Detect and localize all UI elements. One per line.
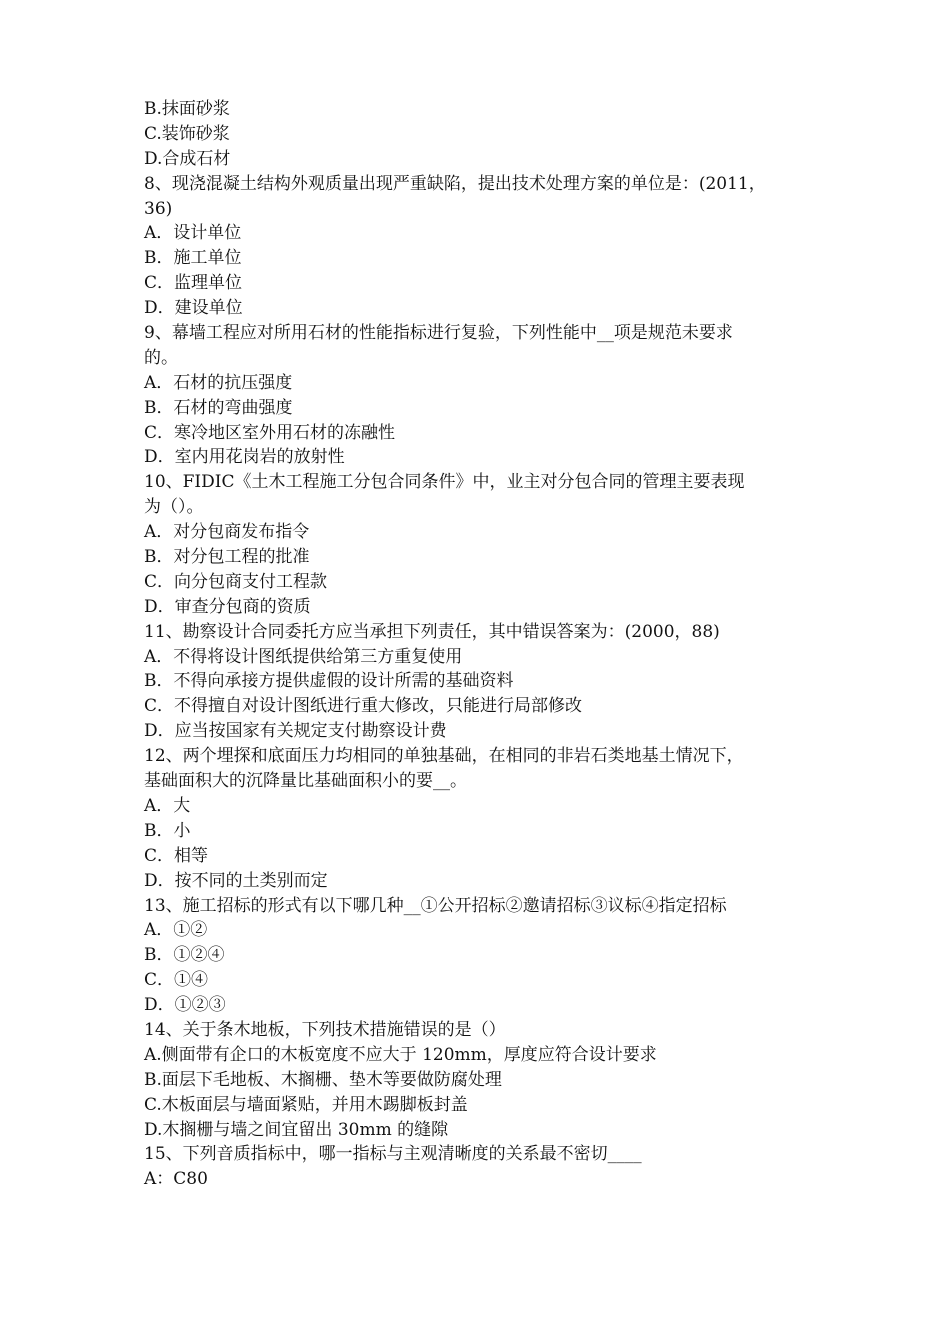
- option-line: A．石材的抗压强度: [144, 372, 293, 393]
- option-line: B．石材的弯曲强度: [144, 397, 293, 418]
- option-line: D．室内用花岗岩的放射性: [144, 447, 345, 468]
- question-line: 12、两个埋探和底面压力均相同的单独基础，在相同的非岩石类地基土情况下，: [144, 746, 744, 767]
- option-line: C．监理单位: [144, 273, 243, 294]
- question-line: 13、施工招标的形式有以下哪几种__①公开招标②邀请招标③议标④指定招标: [144, 895, 727, 916]
- question-line: 15、下列音质指标中，哪一指标与主观清晰度的关系最不密切____: [144, 1144, 642, 1165]
- option-line: B.面层下毛地板、木搁栅、垫木等要做防腐处理: [144, 1069, 502, 1090]
- question-line: 11、勘察设计合同委托方应当承担下列责任，其中错误答案为：(2000，88): [144, 621, 720, 642]
- text-line: C.装饰砂浆: [144, 123, 230, 144]
- question-line: 36): [144, 198, 173, 219]
- option-line: C．相等: [144, 845, 209, 866]
- option-line: A．①②: [144, 920, 208, 941]
- option-line: D．审查分包商的资质: [144, 596, 311, 617]
- question-line: 9、幕墙工程应对所用石材的性能指标进行复验，下列性能中__项是规范未要求: [144, 323, 733, 344]
- option-line: D．应当按国家有关规定支付勘察设计费: [144, 721, 447, 742]
- option-line: B．①②④: [144, 945, 225, 966]
- option-line: C.木板面层与墙面紧贴，并用木踢脚板封盖: [144, 1094, 468, 1115]
- option-line: D.木搁栅与墙之间宜留出 30mm 的缝隙: [144, 1119, 449, 1140]
- option-line: C．不得擅自对设计图纸进行重大修改，只能进行局部修改: [144, 696, 583, 717]
- option-line: C．寒冷地区室外用石材的冻融性: [144, 422, 396, 443]
- option-line: A．大: [144, 795, 191, 816]
- question-line: 为（）。: [144, 497, 204, 518]
- text-line: B.抹面砂浆: [144, 99, 230, 119]
- option-line: B．施工单位: [144, 248, 242, 269]
- question-line: 基础面积大的沉降量比基础面积小的要__。: [144, 771, 467, 792]
- document-body: [144, 97, 824, 1192]
- question-line: 8、现浇混凝土结构外观质量出现严重缺陷，提出技术处理方案的单位是：(2011，: [144, 173, 766, 194]
- question-line: 14、关于条木地板，下列技术措施错误的是（）: [144, 1019, 506, 1040]
- option-line: A．设计单位: [144, 223, 242, 244]
- option-line: B．小: [144, 820, 191, 841]
- question-line: 10、FIDIC《土木工程施工分包合同条件》中，业主对分包合同的管理主要表现: [144, 472, 745, 493]
- option-line: D．按不同的土类别而定: [144, 870, 328, 891]
- option-line: B．不得向承接方提供虚假的设计所需的基础资料: [144, 671, 514, 692]
- question-line: 的。: [144, 347, 178, 368]
- option-line: C．向分包商支付工程款: [144, 571, 328, 592]
- option-line: C．①④: [144, 970, 209, 991]
- option-line: D．①②③: [144, 995, 226, 1016]
- option-line: A.侧面带有企口的木板宽度不应大于 120mm，厚度应符合设计要求: [144, 1044, 657, 1065]
- option-line: A．对分包商发布指令: [144, 522, 310, 543]
- option-line: D．建设单位: [144, 298, 243, 319]
- option-line: A：C80: [144, 1169, 208, 1190]
- option-line: B．对分包工程的批准: [144, 547, 310, 568]
- option-line: A．不得将设计图纸提供给第三方重复使用: [144, 646, 463, 667]
- text-line: D.合成石材: [144, 148, 231, 169]
